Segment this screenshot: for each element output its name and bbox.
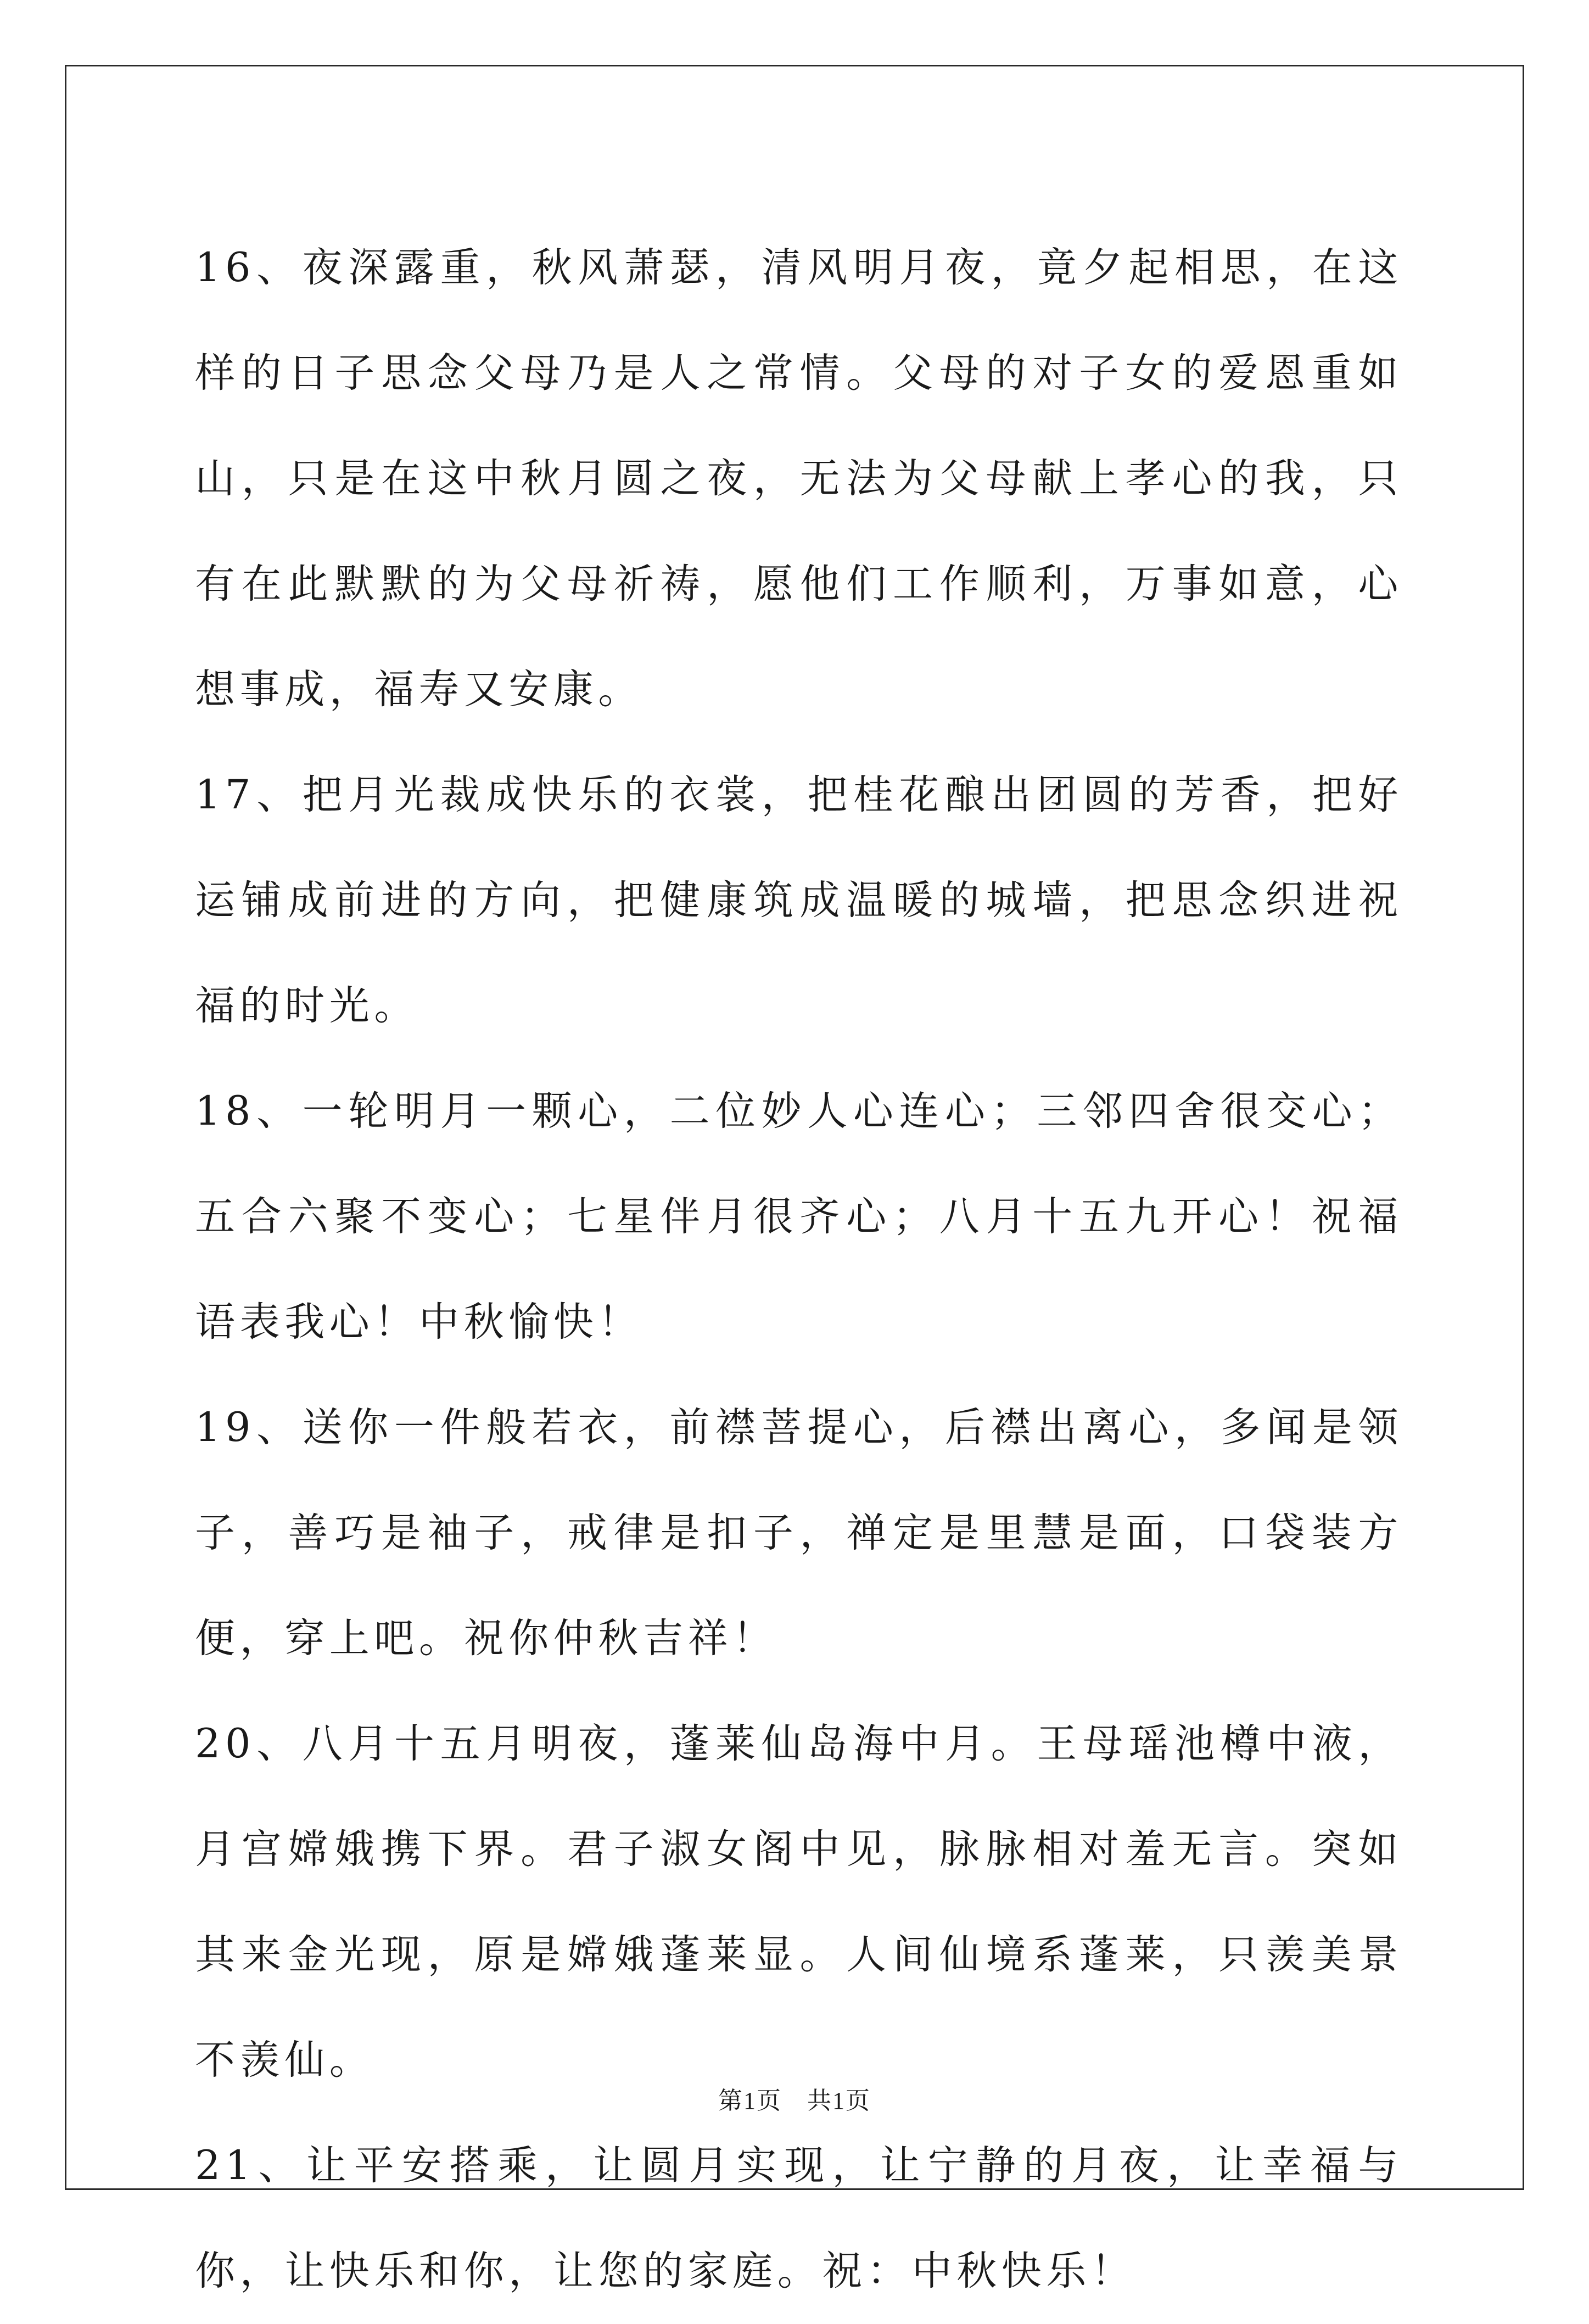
page-number-total: 共1页 [807, 2087, 871, 2114]
paragraph-20: 20、八月十五月明夜，蓬莱仙岛海中月。王母瑶池樽中液，月宫嫦娥携下界。君子淑女阁中见，脉脉相对羞无言。突如其来金光现，原是嫦娥蓬莱显。人间仙境系蓬莱，只羡美景不羡仙。 [195, 1720, 1403, 2083]
paragraph-16: 16、夜深露重，秋风萧瑟，清风明月夜，竟夕起相思，在这样的日子思念父母乃是人之常情。父母的对子女的爱恩重如山，只是在这中秋月圆之夜，无法为父母献上孝心的我，只有在此默默的为父母祈祷，愿他们工作顺利，万事如意，心想事成，福寿又安康。 [195, 244, 1403, 713]
paragraph-17: 17、把月光裁成快乐的衣裳，把桂花酿出团圆的芳香，把好运铺成前进的方向，把健康筑成温暖的城墙，把思念织进祝福的时光。 [195, 772, 1403, 1029]
page-footer [0, 2085, 1589, 2118]
paragraph-19: 19、送你一件般若衣，前襟菩提心，后襟出离心，多闻是领子，善巧是袖子，戒律是扣子，禅定是里慧是面，口袋装方便，穿上吧。祝你仲秋吉祥！ [195, 1404, 1403, 1662]
paragraph-21: 21、让平安搭乘，让圆月实现，让宁静的月夜，让幸福与你，让快乐和你，让您的家庭。祝：中秋快乐！ [195, 2142, 1403, 2294]
page-number-current: 第1页 [718, 2087, 782, 2114]
document-body [195, 215, 1403, 2324]
paragraph-18: 18、一轮明月一颗心，二位妙人心连心；三邻四舍很交心；五合六聚不变心；七星伴月很齐心；八月十五九开心！祝福语表我心！中秋愉快！ [195, 1088, 1403, 1345]
